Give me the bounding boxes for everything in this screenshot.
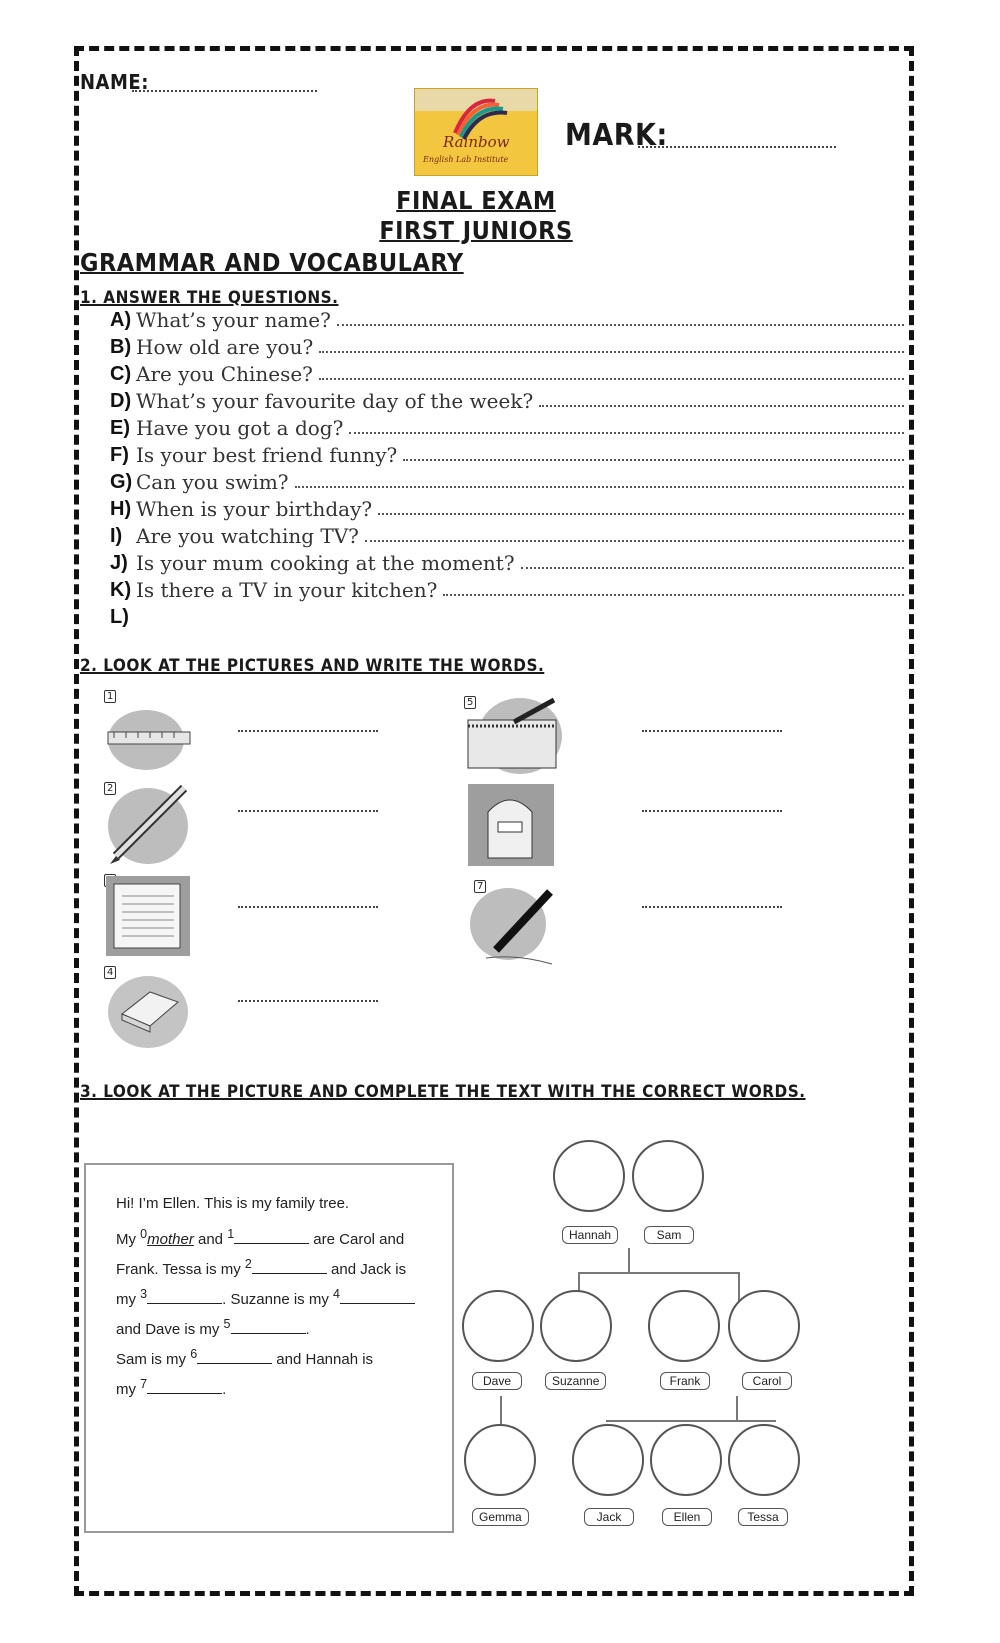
rainbow-logo xyxy=(414,88,538,176)
question-text: Is your mum cooking at the moment? xyxy=(136,551,515,575)
answer-blank-3[interactable] xyxy=(238,906,378,908)
frank-face-icon xyxy=(648,1290,720,1362)
question-row xyxy=(110,495,910,521)
gap-5-input[interactable] xyxy=(231,1333,306,1334)
mark-label: MARK: xyxy=(565,118,668,153)
question-text: Have you got a dog? xyxy=(136,416,344,440)
answer-line[interactable] xyxy=(443,594,904,596)
answer-line[interactable] xyxy=(365,540,904,542)
question-letter: G) xyxy=(110,471,133,493)
ruler-icon xyxy=(104,702,194,772)
carol-label: Carol xyxy=(742,1372,792,1390)
question-row xyxy=(110,603,910,629)
answer-line[interactable] xyxy=(295,486,904,488)
story-line-2 xyxy=(116,1227,404,1248)
tree-connector xyxy=(738,1272,740,1302)
hannah-face-icon xyxy=(553,1140,625,1212)
exam-title-line1: FINAL EXAM xyxy=(396,186,556,215)
answer-line[interactable] xyxy=(349,432,904,434)
story-line-7 xyxy=(116,1377,226,1398)
answer-line[interactable] xyxy=(403,459,904,461)
answer-blank-4[interactable] xyxy=(238,1000,378,1002)
suzanne-face-icon xyxy=(540,1290,612,1362)
picture-number: 2 xyxy=(104,782,116,795)
answer-line[interactable] xyxy=(319,351,904,353)
picture-5 xyxy=(464,690,564,780)
story-text: Sam is my xyxy=(116,1351,191,1368)
question-letter: I) xyxy=(110,525,123,547)
pen-icon xyxy=(466,884,562,970)
part2-heading: 2. LOOK AT THE PICTURES AND WRITE THE WORDS. xyxy=(80,656,545,676)
tessa-face-icon xyxy=(728,1424,800,1496)
mark-field xyxy=(638,146,836,148)
question-row xyxy=(110,387,910,413)
carol-face-icon xyxy=(728,1290,800,1362)
question-letter: A) xyxy=(110,309,132,331)
picture-4 xyxy=(104,966,194,1056)
gap-number: 6 xyxy=(190,1347,198,1361)
ellen-label: Ellen xyxy=(662,1508,712,1526)
answer-line[interactable] xyxy=(337,324,904,326)
jack-face-icon xyxy=(572,1424,644,1496)
question-row xyxy=(110,549,910,575)
gemma-face-icon xyxy=(464,1424,536,1496)
story-text: Frank. Tessa is my xyxy=(116,1261,245,1278)
story-line-3 xyxy=(116,1257,406,1278)
story-line-6 xyxy=(116,1347,373,1368)
picture-2 xyxy=(104,782,194,872)
question-row xyxy=(110,441,910,467)
story-text: . xyxy=(305,1321,310,1338)
answer-blank-1[interactable] xyxy=(238,730,378,732)
question-text: What’s your favourite day of the week? xyxy=(136,389,534,413)
story-text: My xyxy=(116,1231,141,1248)
question-letter: H) xyxy=(110,498,132,520)
dave-face-icon xyxy=(462,1290,534,1362)
gap-1-input[interactable] xyxy=(234,1243,309,1244)
eraser-icon xyxy=(104,970,194,1052)
schoolbag-icon xyxy=(466,782,556,868)
tree-connector xyxy=(606,1420,776,1422)
hannah-label: Hannah xyxy=(562,1226,618,1244)
story-line-5 xyxy=(116,1317,310,1338)
question-letter: D) xyxy=(110,390,132,412)
answer-blank-5[interactable] xyxy=(642,730,782,732)
question-text: Are you watching TV? xyxy=(136,524,359,548)
gap-number: 5 xyxy=(223,1317,231,1331)
question-row xyxy=(110,333,910,359)
question-text: Are you Chinese? xyxy=(136,362,313,386)
story-text: are Carol and xyxy=(309,1231,405,1248)
picture-number: 5 xyxy=(464,696,476,709)
question-row xyxy=(110,576,910,602)
dave-label: Dave xyxy=(472,1372,522,1390)
name-label: NAME: xyxy=(80,70,149,94)
question-letter: K) xyxy=(110,579,132,601)
logo-subtext: English Lab Institute xyxy=(423,155,509,164)
answer-line[interactable] xyxy=(319,378,904,380)
question-text: When is your birthday? xyxy=(136,497,373,521)
question-row xyxy=(110,522,910,548)
answer-blank-6[interactable] xyxy=(642,810,782,812)
sam-label: Sam xyxy=(644,1226,694,1244)
exam-title-line2: FIRST JUNIORS xyxy=(379,216,573,245)
gap-number: 1 xyxy=(227,1227,235,1241)
question-row xyxy=(110,360,910,386)
part1-heading: 1. ANSWER THE QUESTIONS. xyxy=(80,288,339,308)
story-text: Hi! I’m Ellen. This is my family tree. xyxy=(116,1195,350,1212)
pencil-icon xyxy=(104,782,194,868)
gap-number: 7 xyxy=(140,1377,148,1391)
question-row xyxy=(110,414,910,440)
question-letter: J) xyxy=(110,552,128,574)
story-line-1 xyxy=(116,1195,349,1212)
question-text: What’s your name? xyxy=(136,308,331,332)
question-text: Can you swim? xyxy=(136,470,289,494)
suzanne-label: Suzanne xyxy=(545,1372,606,1390)
ellen-face-icon xyxy=(650,1424,722,1496)
story-text: my xyxy=(116,1381,141,1398)
gap-number: 0 xyxy=(140,1227,148,1241)
question-text: Is there a TV in your kitchen? xyxy=(136,578,438,602)
story-text: and Jack is xyxy=(326,1261,407,1278)
story-text: and Dave is my xyxy=(116,1321,224,1338)
picture-number: 1 xyxy=(104,690,116,703)
tessa-label: Tessa xyxy=(738,1508,788,1526)
answer-blank-2[interactable] xyxy=(238,810,378,812)
picture-3 xyxy=(104,874,194,964)
gemma-label: Gemma xyxy=(472,1508,529,1526)
question-letter: E) xyxy=(110,417,130,439)
sam-face-icon xyxy=(632,1140,704,1212)
question-letter: L) xyxy=(110,606,129,628)
story-box xyxy=(84,1163,454,1533)
gap-number: 3 xyxy=(140,1287,148,1301)
question-text: How old are you? xyxy=(136,335,314,359)
answer-line[interactable] xyxy=(521,567,904,569)
story-text: my xyxy=(116,1291,141,1308)
tree-connector xyxy=(736,1396,738,1420)
tree-connector xyxy=(628,1248,630,1272)
story-text: . Suzanne is my xyxy=(222,1291,334,1308)
gap-number: 4 xyxy=(333,1287,340,1301)
gap-3-input[interactable] xyxy=(147,1303,222,1304)
example-answer: mother xyxy=(147,1231,194,1248)
story-text: and xyxy=(193,1231,228,1248)
tree-connector xyxy=(578,1272,738,1274)
picture-number: 4 xyxy=(104,966,116,979)
question-row xyxy=(110,468,910,494)
name-field[interactable] xyxy=(132,90,317,92)
question-text: Is your best friend funny? xyxy=(136,443,398,467)
story-text: and Hannah is xyxy=(272,1351,374,1368)
answer-line[interactable] xyxy=(378,513,904,515)
picture-1 xyxy=(104,690,194,780)
story-line-4 xyxy=(116,1287,415,1308)
answer-blank-7[interactable] xyxy=(642,906,782,908)
gap-6-input[interactable] xyxy=(197,1363,272,1364)
part3-heading: 3. LOOK AT THE PICTURE AND COMPLETE THE TEXT WITH THE CORRECT WORDS. xyxy=(80,1082,806,1102)
gap-number: 2 xyxy=(244,1257,252,1271)
gap-2-input[interactable] xyxy=(252,1273,327,1274)
question-letter: B) xyxy=(110,336,132,358)
frank-label: Frank xyxy=(660,1372,710,1390)
question-letter: C) xyxy=(110,363,132,385)
gap-7-input[interactable] xyxy=(147,1393,222,1394)
notebook-icon xyxy=(104,874,194,958)
story-text: . xyxy=(222,1381,227,1398)
question-row xyxy=(110,306,910,332)
section-heading: GRAMMAR AND VOCABULARY xyxy=(80,248,464,277)
question-letter: F) xyxy=(110,444,129,466)
pencil-case-icon xyxy=(464,690,564,776)
logo-text: Rainbow xyxy=(443,133,510,151)
jack-label: Jack xyxy=(584,1508,634,1526)
picture-number: 7 xyxy=(474,880,486,893)
answer-line[interactable] xyxy=(539,405,904,407)
gap-4-input[interactable] xyxy=(340,1303,415,1304)
picture-7 xyxy=(466,880,556,970)
picture-6 xyxy=(466,782,556,872)
